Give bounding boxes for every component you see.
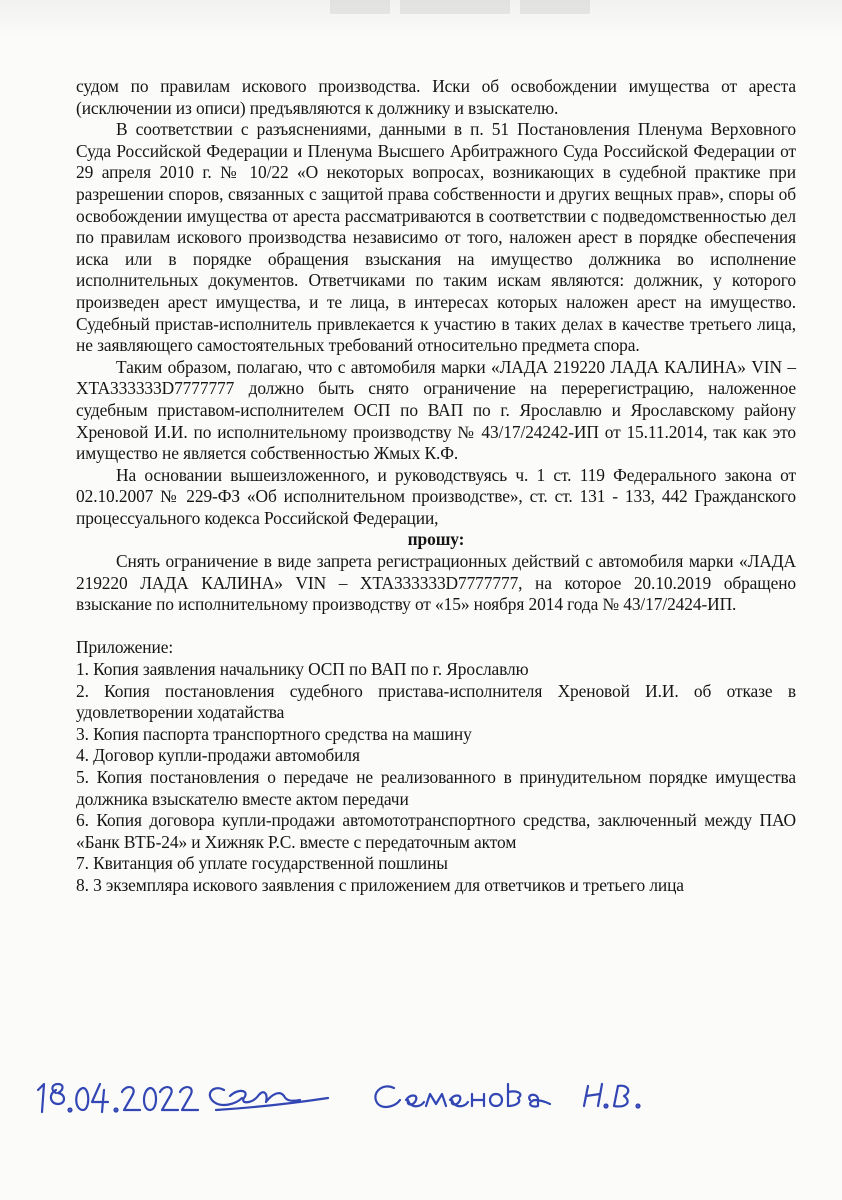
attachment-item: 3. Копия паспорта транспортного средства на машину bbox=[76, 723, 472, 744]
request-title: прошу: bbox=[407, 529, 465, 550]
attachment-item: 1. Копия заявления начальнику ОСП по ВАП по г. Ярославлю bbox=[76, 659, 529, 680]
paragraph-3: Таким образом, полагаю, что с автомобиля марки «ЛАДА 219220 ЛАДА КАЛИНА» VIN – XTA333333D7777777 должно быть снято ограничение на перерегистрацию, наложенное судебным приставом-исполнителем ОСП по ВАП по г. Ярославлю и Ярославскому району Хреновой И.И. по исполнительному производству № 43/17/24242-ИП от 15.11.2014, так как это имущество не является собственностью Жмых К.Ф. bbox=[76, 356, 796, 464]
paragraph-4: На основании вышеизложенного, и руководствуясь ч. 1 ст. 119 Федерального закона от 02.10.2007 № 229-ФЗ «Об исполнительном производстве», ст. ст. 131 - 133, 442 Гражданского процессуального кодекса Российской Федерации, bbox=[76, 464, 796, 528]
scan-artifact bbox=[400, 0, 510, 14]
spacer bbox=[76, 616, 796, 638]
attachment-item: 4. Договор купли-продажи автомобиля bbox=[76, 745, 360, 766]
attachment-item: 5. Копия постановления о передаче не реализованного в принудительном порядке имущества должника взыскателю вместе актом передачи bbox=[76, 767, 796, 809]
scan-artifact bbox=[330, 0, 390, 14]
attachment-item: 7. Квитанция об уплате государственной пошлины bbox=[76, 853, 448, 874]
scan-artifact bbox=[520, 0, 590, 14]
attachment-item: 6. Копия договора купли-продажи автомототранспортного средства, заключенный между ПАО «Банк ВТБ-24» и Хижняк Р.С. вместе с передаточным актом bbox=[76, 810, 796, 852]
paragraph-5: Снять ограничение в виде запрета регистрационных действий с автомобиля марки «ЛАДА 219220 ЛАДА КАЛИНА» VIN – XTA333333D7777777, на которое 20.10.2019 обращено взыскание по исполнительному производству от «15» ноября 2014 года № 43/17/2424-ИП. bbox=[76, 551, 796, 615]
scan-top-edge bbox=[0, 0, 842, 40]
document-body bbox=[76, 76, 796, 897]
attachments-list bbox=[76, 659, 796, 897]
attachment-item: 8. 3 экземпляра искового заявления с приложением для ответчиков и третьего лица bbox=[76, 874, 684, 895]
paragraph-1: судом по правилам искового производства. Иски об освобождении имущества от ареста (исключении из описи) предъявляются к должнику и взыскателю. bbox=[76, 76, 796, 118]
attachment-item: 2. Копия постановления судебного пристава-исполнителя Хреновой И.И. об отказе в удовлетворении ходатайства bbox=[76, 680, 796, 723]
attachments-title: Приложение: bbox=[76, 637, 174, 658]
handwritten-signature bbox=[28, 1060, 668, 1130]
paragraph-2: В соответствии с разъяснениями, данными в п. 51 Постановления Пленума Верховного Суда Российской Федерации и Пленума Высшего Арбитражного Суда Российской Федерации от 29 апреля 2010 г. № 10/22 «О некоторых вопросах, возникающих в судебной практике при разрешении споров, связанных с защитой права собственности и других вещных прав», споры об освобождении имущества от ареста рассматриваются в соответствии с подведомственностью дел по правилам искового производства независимо от того, наложен арест в порядке обеспечения иска или в порядке обращения взыскания на имущество должника во исполнение исполнительных документов. Ответчиками по таким искам являются: должник, у которого произведен арест имущества, и те лица, в интересах которых наложен арест на имущество. Судебный пристав-исполнитель привлекается к участию в таких делах в качестве третьего лица, не заявляющего самостоятельных требований относительно предмета спора. bbox=[76, 119, 796, 356]
